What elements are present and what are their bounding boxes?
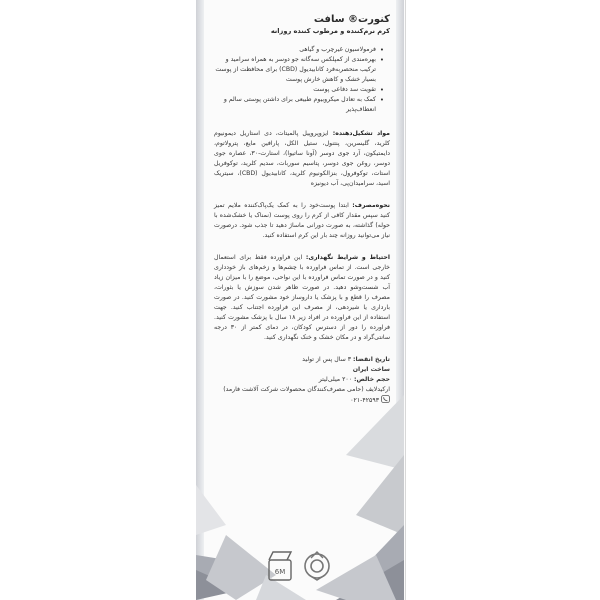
feature-item: • فرمولاسیون غیرچرب و گیاهی <box>214 45 382 55</box>
feature-item: • تقویت سد دفاعی پوست <box>214 85 382 95</box>
caution-section <box>214 253 390 343</box>
phone-line <box>214 395 390 406</box>
brand-name: کنورت® سافت <box>313 14 390 25</box>
volume-text: ۲۰۰ میلی‌لیتر <box>318 376 355 383</box>
caution-text: این فراورده فقط برای استعمال خارجی است. از تماس فراورده با چشم‌ها و زخم‌های باز خودداری کنید و در صورت تماس فراورده با این نواحی، موضع را با میزان زیاد آب شست‌وشو دهید. در صورت ظاهر شدن سوزش یا بثورات، مصرف را قطع و با پزشک یا داروساز خود مشورت کنید. در صورت بارداری یا شیردهی، از مصرف این فراورده اجتناب کنید. جهت استفاده از این فراورده در افراد زیر ۱۸ سال با پزشک مشورت کنید. فراورده را دور از دسترس کودکان، در دمای کمتر از ۳۰ درجه سانتی‌گراد و در مکان خشک و خنک نگهداری کنید. <box>214 254 391 341</box>
recycle-logo-icon <box>305 552 329 580</box>
feature-item: • کمک به تعادل میکروبیوم طبیعی برای داشتن پوستی سالم و انعطاف‌پذیر <box>214 95 382 115</box>
expiry-line <box>214 355 390 365</box>
caution-heading: احتیاط و شرایط نگهداری: <box>305 254 390 261</box>
product-tagline: کرم نرم‌کننده و مرطوب کننده روزانه <box>270 27 390 35</box>
phone-number: ۰۲۱-۴۲۵۹۳ <box>350 397 380 404</box>
usage-text: ابتدا پوست‌خود را به کمک یک‌پاک‌کننده ملایم تمیز کنید سپس مقدار کافی از کرم را روی پوست (نمناک یا خشک‌شده با حوله) گذاشته، به صورت دورانی ماساژ دهید تا جذب شود. درصورت نیاز می‌توانید روزانه چند بار این کرم استفاده کنید. <box>214 202 390 239</box>
expiry-heading: تاریخ انقضا: <box>353 356 390 363</box>
feature-list <box>214 45 390 115</box>
pao-label: 6M <box>274 568 286 576</box>
certification-icons <box>265 548 335 584</box>
ingredients-section <box>214 129 390 189</box>
volume-heading: حجم خالص: <box>354 376 390 383</box>
ingredients-heading: مواد تشکیل‌دهنده: <box>332 130 390 137</box>
expiry-text: ۳ سال پس از تولید <box>302 356 354 363</box>
phone-icon <box>381 395 390 403</box>
label-text-block <box>214 14 390 406</box>
volume-line <box>214 375 390 385</box>
origin-line <box>214 365 390 375</box>
feature-item: • بهره‌مندی از کمپلکس سه‌گانه جو دوسر به همراه سرامید و ترکیب منحصربه‌فرد کانابیدیول (CBD) برای محافظت از پوست بسیار خشک و کاهش خارش پوست <box>214 55 382 85</box>
usage-section <box>214 201 390 241</box>
ingredients-text: ایزوپروپیل پالمیتات، دی استاریل دیمونیوم کلرید، گلیسرین، پنتنول، ستیل الکل، پارافین مایع، پترولاتوم، دایمتیکون، آرد جوی دوسر (آونا ساتیوا)، استارت-۳۰، عصاره جوی دوسر، روغن جوی دوسر، پتاسیم سوربات، سدیم کلرید، توکوفریل استات، توکوفرول، بنزالکونیوم کلرید، کانابیدیول (CBD)، سیتریک اسید، سرامید‌ان‌پی، آب دیونیزه <box>214 130 390 187</box>
origin-text: ساخت ایران <box>352 366 390 373</box>
period-after-opening-icon <box>269 552 291 580</box>
importer-line: ارکیدلایف (حامی مصرف‌کنندگان محصولات شرکت آلاشت فارمد) <box>223 386 390 393</box>
usage-heading: نحوه‌مصرف: <box>352 202 390 209</box>
